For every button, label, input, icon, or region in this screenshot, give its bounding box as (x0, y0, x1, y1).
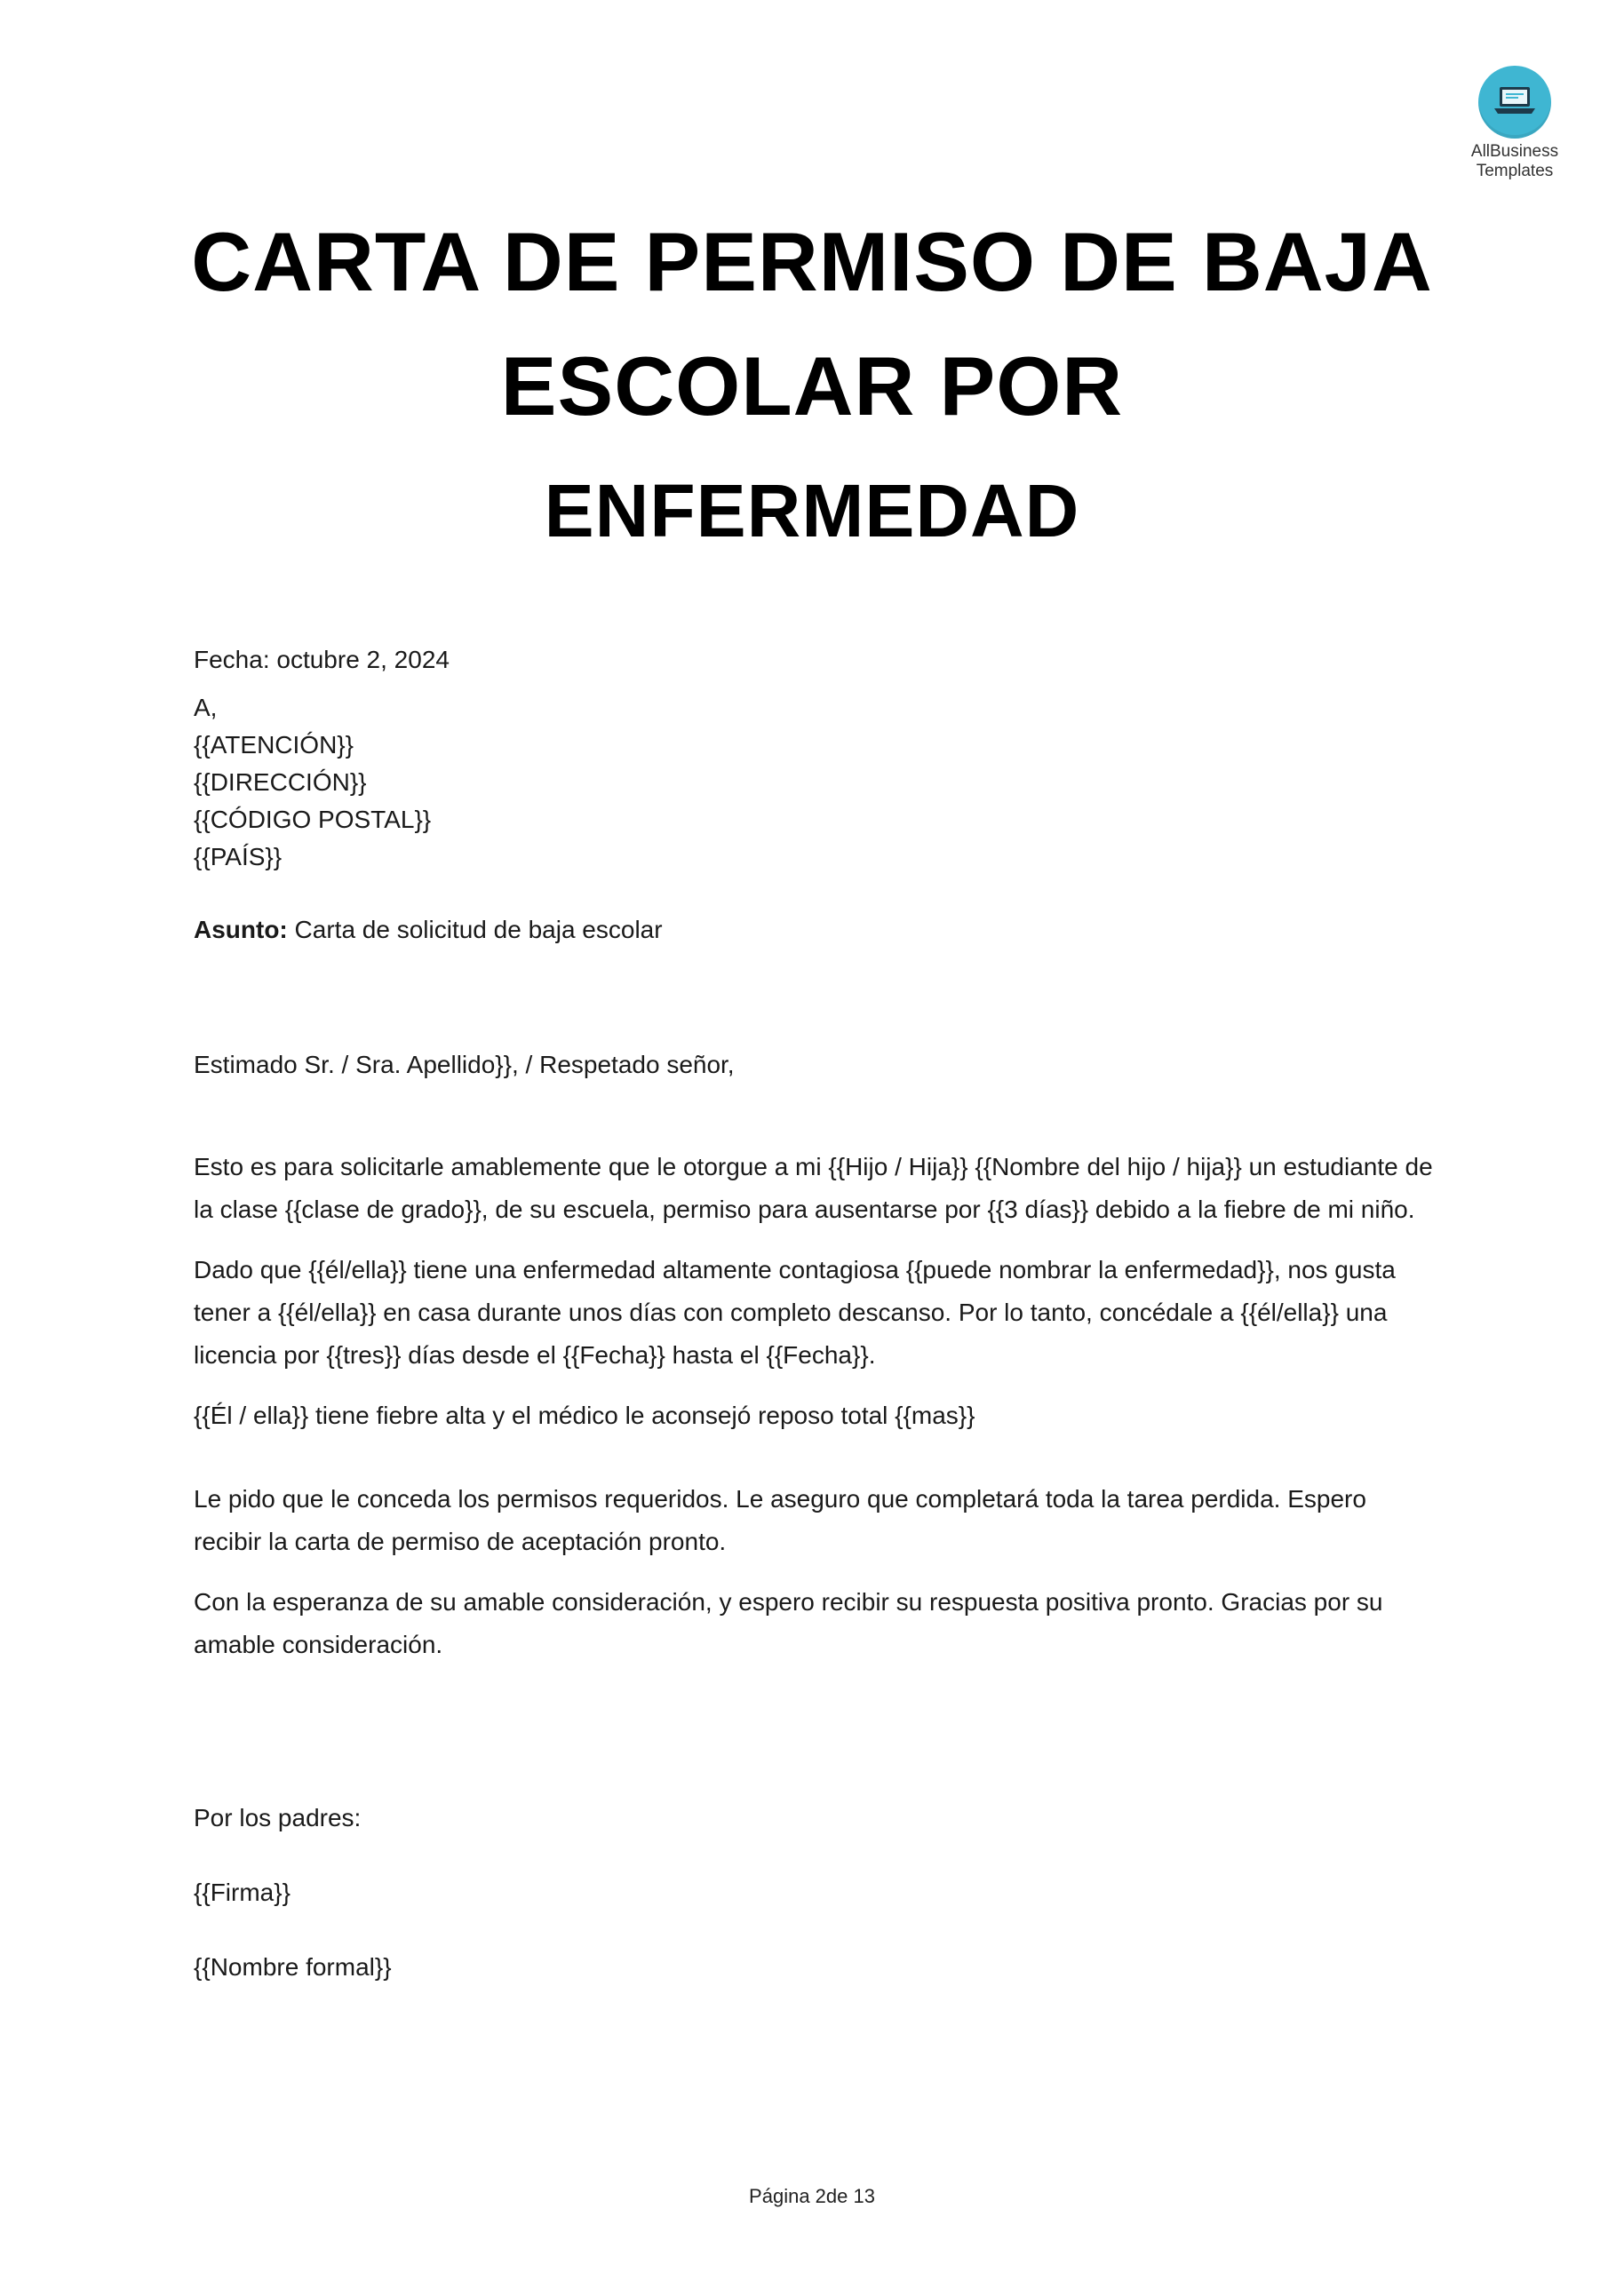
address-line: {{PAÍS}} (194, 843, 283, 870)
address-line: {{CÓDIGO POSTAL}} (194, 806, 432, 833)
address-line: {{ATENCIÓN}} (194, 731, 354, 759)
laptop-icon (1493, 83, 1537, 119)
body-paragraph: {{Él / ella}} tiene fiebre alta y el médico le aconsejó reposo total {{mas}} (194, 1402, 975, 1429)
title-line3: ENFERMEDAD (544, 469, 1080, 552)
subject-line (194, 911, 1437, 949)
logo-circle (1478, 66, 1551, 139)
subject-label: Asunto: (194, 916, 288, 943)
body-paragraph: Esto es para solicitarle amablemente que le otorgue a mi {{Hijo / Hija}} {{Nombre del hijo / hija}} un estudiante de la clase {{clase de grado}}, de su escuela, permiso para ausentarse por {{3 días}} debido a la fiebre de mi niño. (194, 1153, 1433, 1223)
logo-line1: AllBusiness (1470, 142, 1559, 161)
body-paragraph: Dado que {{él/ella}} tiene una enfermedad altamente contagiosa {{puede nombrar la enfermedad}}, nos gusta tener a {{él/ella}} en casa durante unos días con completo descanso. Por lo tanto, concédale a {{él/ella}} una licencia por {{tres}} días desde el {{Fecha}} hasta el {{Fecha}}. (194, 1256, 1396, 1369)
body-paragraph: Con la esperanza de su amable consideración, y espero recibir su respuesta positiva pronto. Gracias por su amable consideración. (194, 1588, 1383, 1658)
signature-placeholder: {{Firma}} (194, 1879, 291, 1906)
page-number: Página 2de 13 (749, 2185, 875, 2207)
date-line: Fecha: octubre 2, 2024 (194, 646, 450, 673)
formal-name-placeholder: {{Nombre formal}} (194, 1953, 392, 1981)
logo-line2: Templates (1476, 162, 1554, 180)
allbusiness-logo (1448, 66, 1581, 181)
title-line1: CARTA DE PERMISO DE BAJA (191, 215, 1433, 308)
title-line2: ESCOLAR POR (500, 339, 1124, 433)
subject-text: Carta de solicitud de baja escolar (287, 916, 663, 943)
recipient-address (194, 689, 1437, 876)
letter-body (194, 641, 1437, 1986)
address-line: {{DIRECCIÓN}} (194, 768, 367, 796)
logo-text (1448, 142, 1581, 181)
body-paragraph: Le pido que le conceda los permisos requeridos. Le aseguro que completará toda la tarea perdida. Espero recibir la carta de permiso de aceptación pronto. (194, 1485, 1366, 1555)
closing-line: Por los padres: (194, 1804, 362, 1831)
address-line: A, (194, 694, 218, 721)
greeting: Estimado Sr. / Sra. Apellido}}, / Respetado señor, (194, 1051, 735, 1078)
